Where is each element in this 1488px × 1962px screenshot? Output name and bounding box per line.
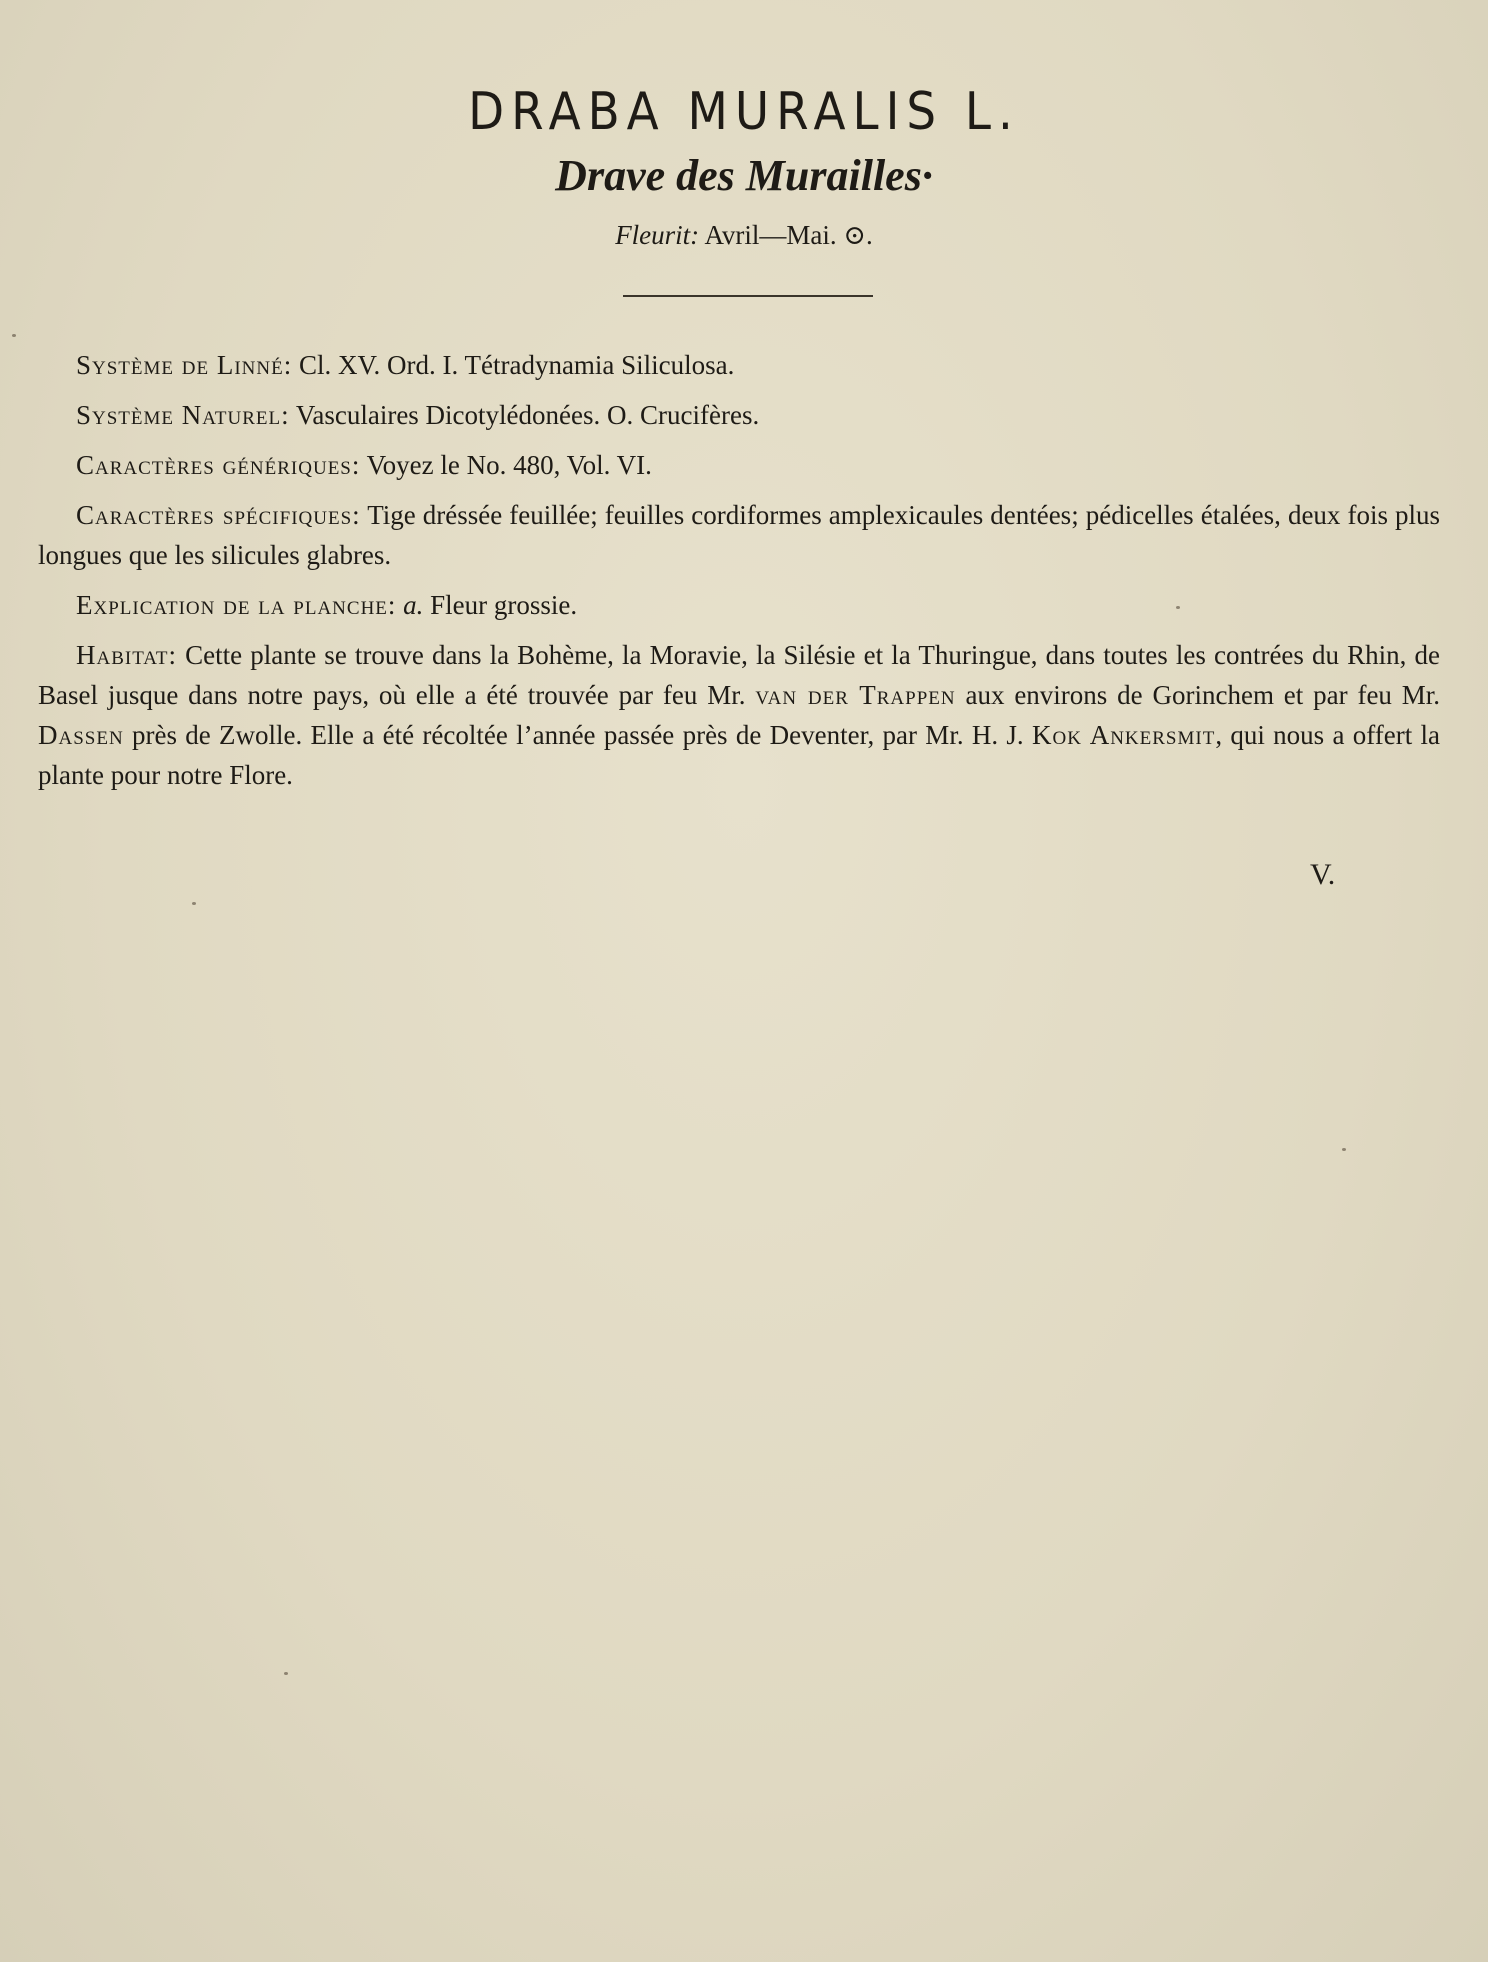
paper-speck	[12, 334, 16, 337]
paper-speck	[1176, 606, 1180, 609]
section-habitat	[38, 635, 1440, 795]
section-habitat-text-1: Cette plante se trouve dans la Bohème, la Moravie, la Silésie et la Thuringue, dans toutes les contrées du Rhin, de Basel jusque dans notre pays, où elle a été trouvée par feu Mr.	[38, 640, 1440, 710]
section-specifiques-text: Tige dréssée feuillée; feuilles cordiformes amplexicaules dentées; pédicelles étalées, deux fois plus longues que les silicules glabres.	[38, 500, 1441, 570]
section-naturel	[38, 395, 1440, 435]
paper-speck	[284, 1672, 288, 1675]
flowering-value: Avril—Mai. ⊙.	[704, 220, 873, 250]
page-title: DRABA MURALIS L.	[468, 82, 1020, 142]
flowering-label: Fleurit:	[615, 220, 700, 250]
page-subtitle: Drave des Murailles·	[555, 151, 933, 200]
section-linne-label: Système de Linné:	[76, 350, 293, 380]
section-explication-text: Fleur grossie.	[430, 590, 578, 620]
section-linne	[38, 345, 1440, 385]
section-habitat-name-1: van der Trappen	[755, 680, 956, 710]
section-explication-marker: a.	[403, 590, 424, 620]
section-habitat-name-2: Dassen	[38, 720, 124, 750]
section-generiques-text: Voyez le No. 480, Vol. VI.	[366, 450, 652, 480]
section-linne-text: Cl. XV. Ord. I. Tétradynamia Siliculosa.	[298, 350, 735, 380]
section-specifiques-label: Caractères spécifiques:	[76, 500, 361, 530]
section-habitat-label: Habitat:	[76, 640, 178, 670]
section-naturel-text: Vasculaires Dicotylédonées. O. Crucifères.	[295, 400, 760, 430]
section-naturel-label: Système Naturel:	[76, 400, 290, 430]
section-generiques	[38, 445, 1440, 485]
section-habitat-text-2: aux environs de Gorinchem et par feu Mr.	[965, 680, 1441, 710]
section-explication-label: Explication de la planche:	[76, 590, 397, 620]
section-specifiques	[38, 495, 1440, 575]
description-body	[38, 345, 1440, 795]
section-habitat-text-3: près de Zwolle. Elle a été récoltée l’année passée près de Deventer, par Mr. H. J.	[131, 720, 1024, 750]
author-signature: V.	[1310, 858, 1336, 891]
section-generiques-label: Caractères génériques:	[76, 450, 361, 480]
section-habitat-name-3: Kok Ankersmit	[1031, 720, 1216, 750]
flowering-line	[0, 220, 1488, 251]
section-habitat-text-4: , qui nous a offert la plante pour notre Flore.	[38, 720, 1440, 790]
paper-speck	[192, 902, 196, 905]
header-divider	[623, 295, 873, 297]
section-explication	[38, 585, 1440, 625]
paper-speck	[1342, 1148, 1346, 1151]
